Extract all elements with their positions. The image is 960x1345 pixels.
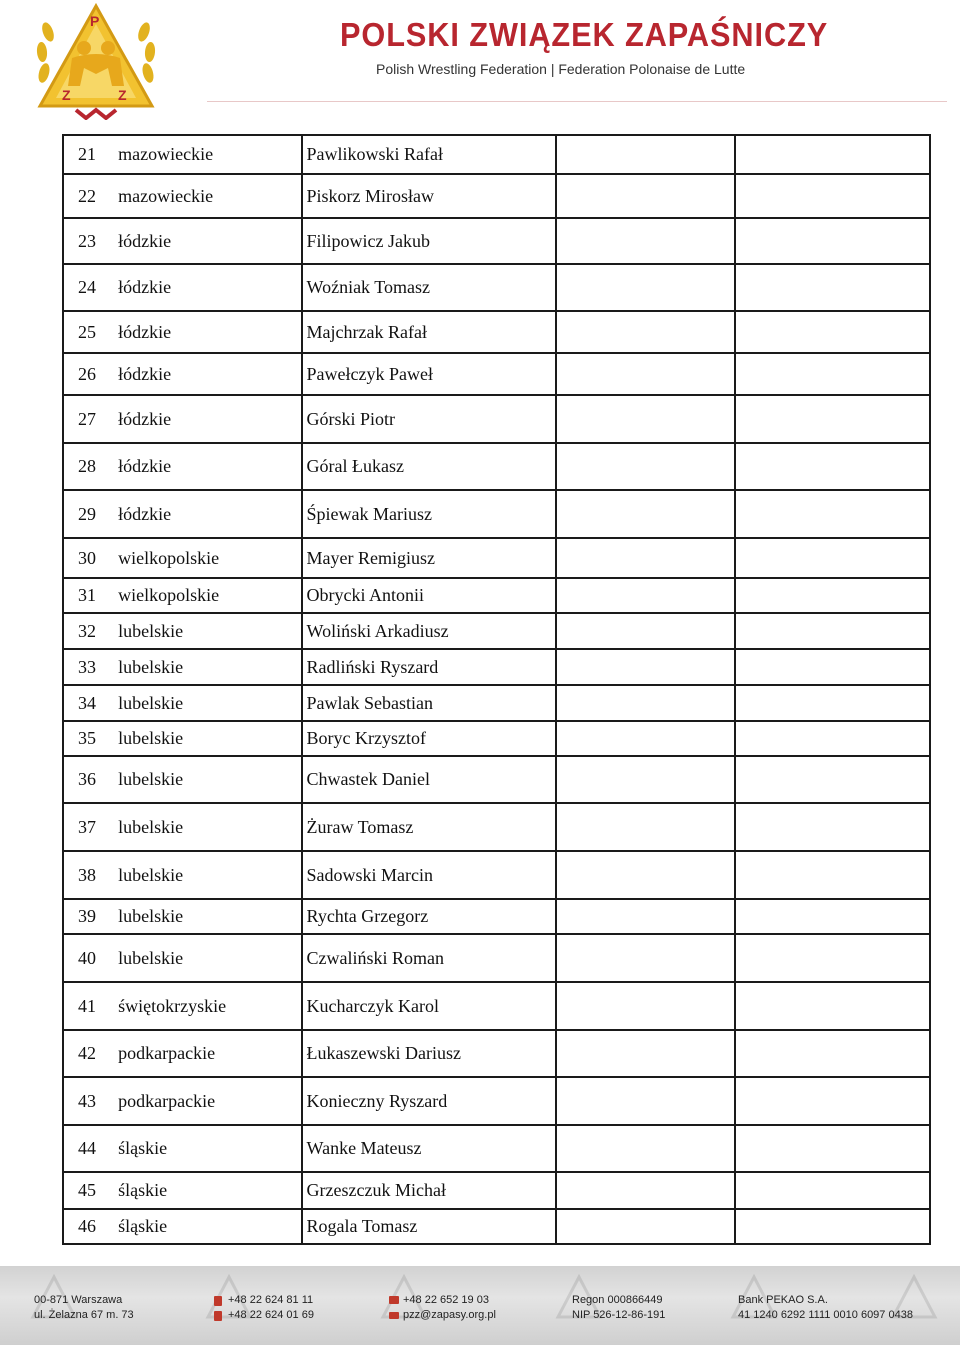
cell-blank [556, 218, 734, 264]
mail-icon [389, 1312, 399, 1319]
cell-number: 31 [63, 578, 114, 613]
fax-icon [389, 1296, 399, 1304]
cell-region: lubelskie [114, 721, 301, 756]
footer-bar [0, 1266, 960, 1345]
table-row [63, 218, 930, 264]
cell-number: 26 [63, 353, 114, 395]
phone-icon [214, 1311, 222, 1321]
cell-region: łódzkie [114, 264, 301, 311]
cell-name: Pawełczyk Paweł [302, 353, 557, 395]
cell-name: Śpiewak Mariusz [302, 490, 557, 538]
cell-name: Majchrzak Rafał [302, 311, 557, 353]
cell-blank [556, 353, 734, 395]
roster-body [63, 135, 930, 1244]
logo-letter-z-left: Z [62, 87, 71, 103]
footer-address-line2: ul. Żelazna 67 m. 73 [34, 1309, 134, 1321]
cell-number: 40 [63, 934, 114, 982]
footer-bank-name: Bank PEKAO S.A. [738, 1294, 828, 1306]
cell-blank [735, 353, 930, 395]
footer-phone2: +48 22 624 01 69 [228, 1309, 314, 1321]
cell-blank [735, 311, 930, 353]
cell-name: Woliński Arkadiusz [302, 613, 557, 649]
cell-blank [735, 1172, 930, 1209]
cell-blank [556, 982, 734, 1030]
cell-blank [556, 899, 734, 934]
cell-number: 27 [63, 395, 114, 443]
cell-name: Woźniak Tomasz [302, 264, 557, 311]
footer-phone1: +48 22 624 81 11 [228, 1294, 314, 1306]
table-row [63, 264, 930, 311]
cell-blank [556, 311, 734, 353]
table-row [63, 803, 930, 851]
cell-blank [556, 851, 734, 899]
cell-blank [735, 685, 930, 721]
footer-fax: +48 22 652 19 03 [403, 1294, 489, 1306]
cell-blank [735, 982, 930, 1030]
cell-number: 34 [63, 685, 114, 721]
cell-number: 22 [63, 174, 114, 218]
footer-phones [228, 1293, 314, 1323]
cell-name: Rychta Grzegorz [302, 899, 557, 934]
cell-region: lubelskie [114, 685, 301, 721]
cell-number: 33 [63, 649, 114, 685]
table-row [63, 490, 930, 538]
roster-table [62, 134, 931, 1245]
cell-name: Grzeszczuk Michał [302, 1172, 557, 1209]
cell-blank [556, 578, 734, 613]
table-row [63, 982, 930, 1030]
cell-region: podkarpackie [114, 1077, 301, 1125]
table-row [63, 613, 930, 649]
cell-blank [556, 1077, 734, 1125]
table-row [63, 538, 930, 578]
cell-blank [735, 578, 930, 613]
cell-blank [735, 490, 930, 538]
footer-regon: Regon 000866449 [572, 1294, 663, 1306]
cell-name: Radliński Ryszard [302, 649, 557, 685]
cell-name: Łukaszewski Dariusz [302, 1030, 557, 1077]
cell-blank [556, 1125, 734, 1172]
cell-number: 38 [63, 851, 114, 899]
cell-blank [556, 685, 734, 721]
table-row [63, 1125, 930, 1172]
cell-number: 37 [63, 803, 114, 851]
cell-region: wielkopolskie [114, 538, 301, 578]
cell-blank [735, 1030, 930, 1077]
cell-blank [556, 395, 734, 443]
table-row [63, 311, 930, 353]
footer-bank [738, 1293, 913, 1323]
table-row [63, 1077, 930, 1125]
cell-blank [556, 135, 734, 174]
table-row [63, 1030, 930, 1077]
cell-blank [556, 934, 734, 982]
cell-name: Górski Piotr [302, 395, 557, 443]
cell-region: łódzkie [114, 443, 301, 490]
cell-number: 24 [63, 264, 114, 311]
cell-blank [735, 756, 930, 803]
cell-blank [735, 218, 930, 264]
cell-region: lubelskie [114, 934, 301, 982]
cell-name: Chwastek Daniel [302, 756, 557, 803]
cell-name: Czwaliński Roman [302, 934, 557, 982]
cell-blank [735, 1077, 930, 1125]
table-row [63, 174, 930, 218]
cell-region: łódzkie [114, 353, 301, 395]
letterhead [0, 0, 960, 125]
cell-name: Sadowski Marcin [302, 851, 557, 899]
cell-number: 25 [63, 311, 114, 353]
cell-number: 39 [63, 899, 114, 934]
cell-name: Boryc Krzysztof [302, 721, 557, 756]
cell-blank [556, 490, 734, 538]
footer-bank-account: 41 1240 6292 1111 0010 6097 0438 [738, 1309, 913, 1321]
cell-blank [735, 899, 930, 934]
table-row [63, 649, 930, 685]
table-row [63, 756, 930, 803]
cell-number: 44 [63, 1125, 114, 1172]
cell-number: 23 [63, 218, 114, 264]
table-row [63, 443, 930, 490]
footer-nip: NIP 526-12-86-191 [572, 1309, 666, 1321]
cell-region: śląskie [114, 1209, 301, 1244]
cell-number: 46 [63, 1209, 114, 1244]
table-row [63, 135, 930, 174]
table-row [63, 1172, 930, 1209]
cell-name: Wanke Mateusz [302, 1125, 557, 1172]
cell-region: łódzkie [114, 311, 301, 353]
header-divider [207, 101, 947, 102]
cell-number: 30 [63, 538, 114, 578]
cell-name: Obrycki Antonii [302, 578, 557, 613]
cell-number: 36 [63, 756, 114, 803]
cell-blank [556, 174, 734, 218]
cell-blank [735, 613, 930, 649]
cell-region: lubelskie [114, 899, 301, 934]
cell-region: wielkopolskie [114, 578, 301, 613]
cell-blank [556, 649, 734, 685]
phone-icon [214, 1296, 222, 1306]
footer-contact [403, 1293, 496, 1323]
logo-letter-p: P [90, 13, 100, 29]
cell-region: lubelskie [114, 649, 301, 685]
cell-blank [556, 756, 734, 803]
cell-blank [735, 1125, 930, 1172]
cell-region: podkarpackie [114, 1030, 301, 1077]
table-row [63, 851, 930, 899]
cell-region: łódzkie [114, 395, 301, 443]
cell-name: Mayer Remigiusz [302, 538, 557, 578]
organization-subtitle: Polish Wrestling Federation | Federation Polonaise de Lutte [376, 61, 746, 77]
table-row [63, 395, 930, 443]
cell-region: mazowieckie [114, 135, 301, 174]
cell-blank [556, 721, 734, 756]
cell-number: 45 [63, 1172, 114, 1209]
cell-name: Filipowicz Jakub [302, 218, 557, 264]
cell-region: śląskie [114, 1172, 301, 1209]
cell-blank [556, 264, 734, 311]
cell-blank [556, 1172, 734, 1209]
logo-letter-z-right: Z [118, 87, 127, 103]
cell-blank [735, 803, 930, 851]
cell-name: Pawlak Sebastian [302, 685, 557, 721]
cell-blank [556, 538, 734, 578]
cell-region: łódzkie [114, 218, 301, 264]
organization-title: POLSKI ZWIĄZEK ZAPAŚNICZY [340, 16, 829, 53]
cell-number: 32 [63, 613, 114, 649]
cell-region: lubelskie [114, 613, 301, 649]
cell-region: lubelskie [114, 756, 301, 803]
cell-blank [735, 135, 930, 174]
footer-registry [572, 1293, 665, 1323]
cell-blank [556, 443, 734, 490]
cell-blank [735, 538, 930, 578]
cell-name: Pawlikowski Rafał [302, 135, 557, 174]
cell-name: Rogala Tomasz [302, 1209, 557, 1244]
footer-address [34, 1293, 134, 1323]
cell-number: 29 [63, 490, 114, 538]
cell-blank [556, 613, 734, 649]
cell-blank [735, 443, 930, 490]
cell-region: łódzkie [114, 490, 301, 538]
table-row [63, 353, 930, 395]
table-row [63, 934, 930, 982]
cell-region: lubelskie [114, 803, 301, 851]
cell-region: śląskie [114, 1125, 301, 1172]
cell-number: 43 [63, 1077, 114, 1125]
cell-name: Kucharczyk Karol [302, 982, 557, 1030]
cell-region: świętokrzyskie [114, 982, 301, 1030]
cell-number: 21 [63, 135, 114, 174]
cell-name: Konieczny Ryszard [302, 1077, 557, 1125]
cell-blank [556, 1209, 734, 1244]
cell-name: Żuraw Tomasz [302, 803, 557, 851]
cell-region: mazowieckie [114, 174, 301, 218]
table-row [63, 1209, 930, 1244]
cell-blank [735, 174, 930, 218]
cell-blank [735, 649, 930, 685]
cell-blank [735, 395, 930, 443]
cell-blank [556, 1030, 734, 1077]
cell-blank [735, 934, 930, 982]
table-row [63, 721, 930, 756]
cell-blank [735, 721, 930, 756]
cell-name: Piskorz Mirosław [302, 174, 557, 218]
cell-blank [556, 803, 734, 851]
cell-blank [735, 851, 930, 899]
cell-name: Góral Łukasz [302, 443, 557, 490]
cell-number: 28 [63, 443, 114, 490]
table-row [63, 685, 930, 721]
cell-number: 42 [63, 1030, 114, 1077]
footer-email[interactable]: pzz@zapasy.org.pl [403, 1309, 496, 1321]
table-row [63, 899, 930, 934]
pzz-logo-icon [32, 2, 160, 120]
cell-region: lubelskie [114, 851, 301, 899]
cell-blank [735, 1209, 930, 1244]
table-row [63, 578, 930, 613]
cell-blank [735, 264, 930, 311]
footer-address-line1: 00-871 Warszawa [34, 1294, 123, 1306]
cell-number: 35 [63, 721, 114, 756]
cell-number: 41 [63, 982, 114, 1030]
